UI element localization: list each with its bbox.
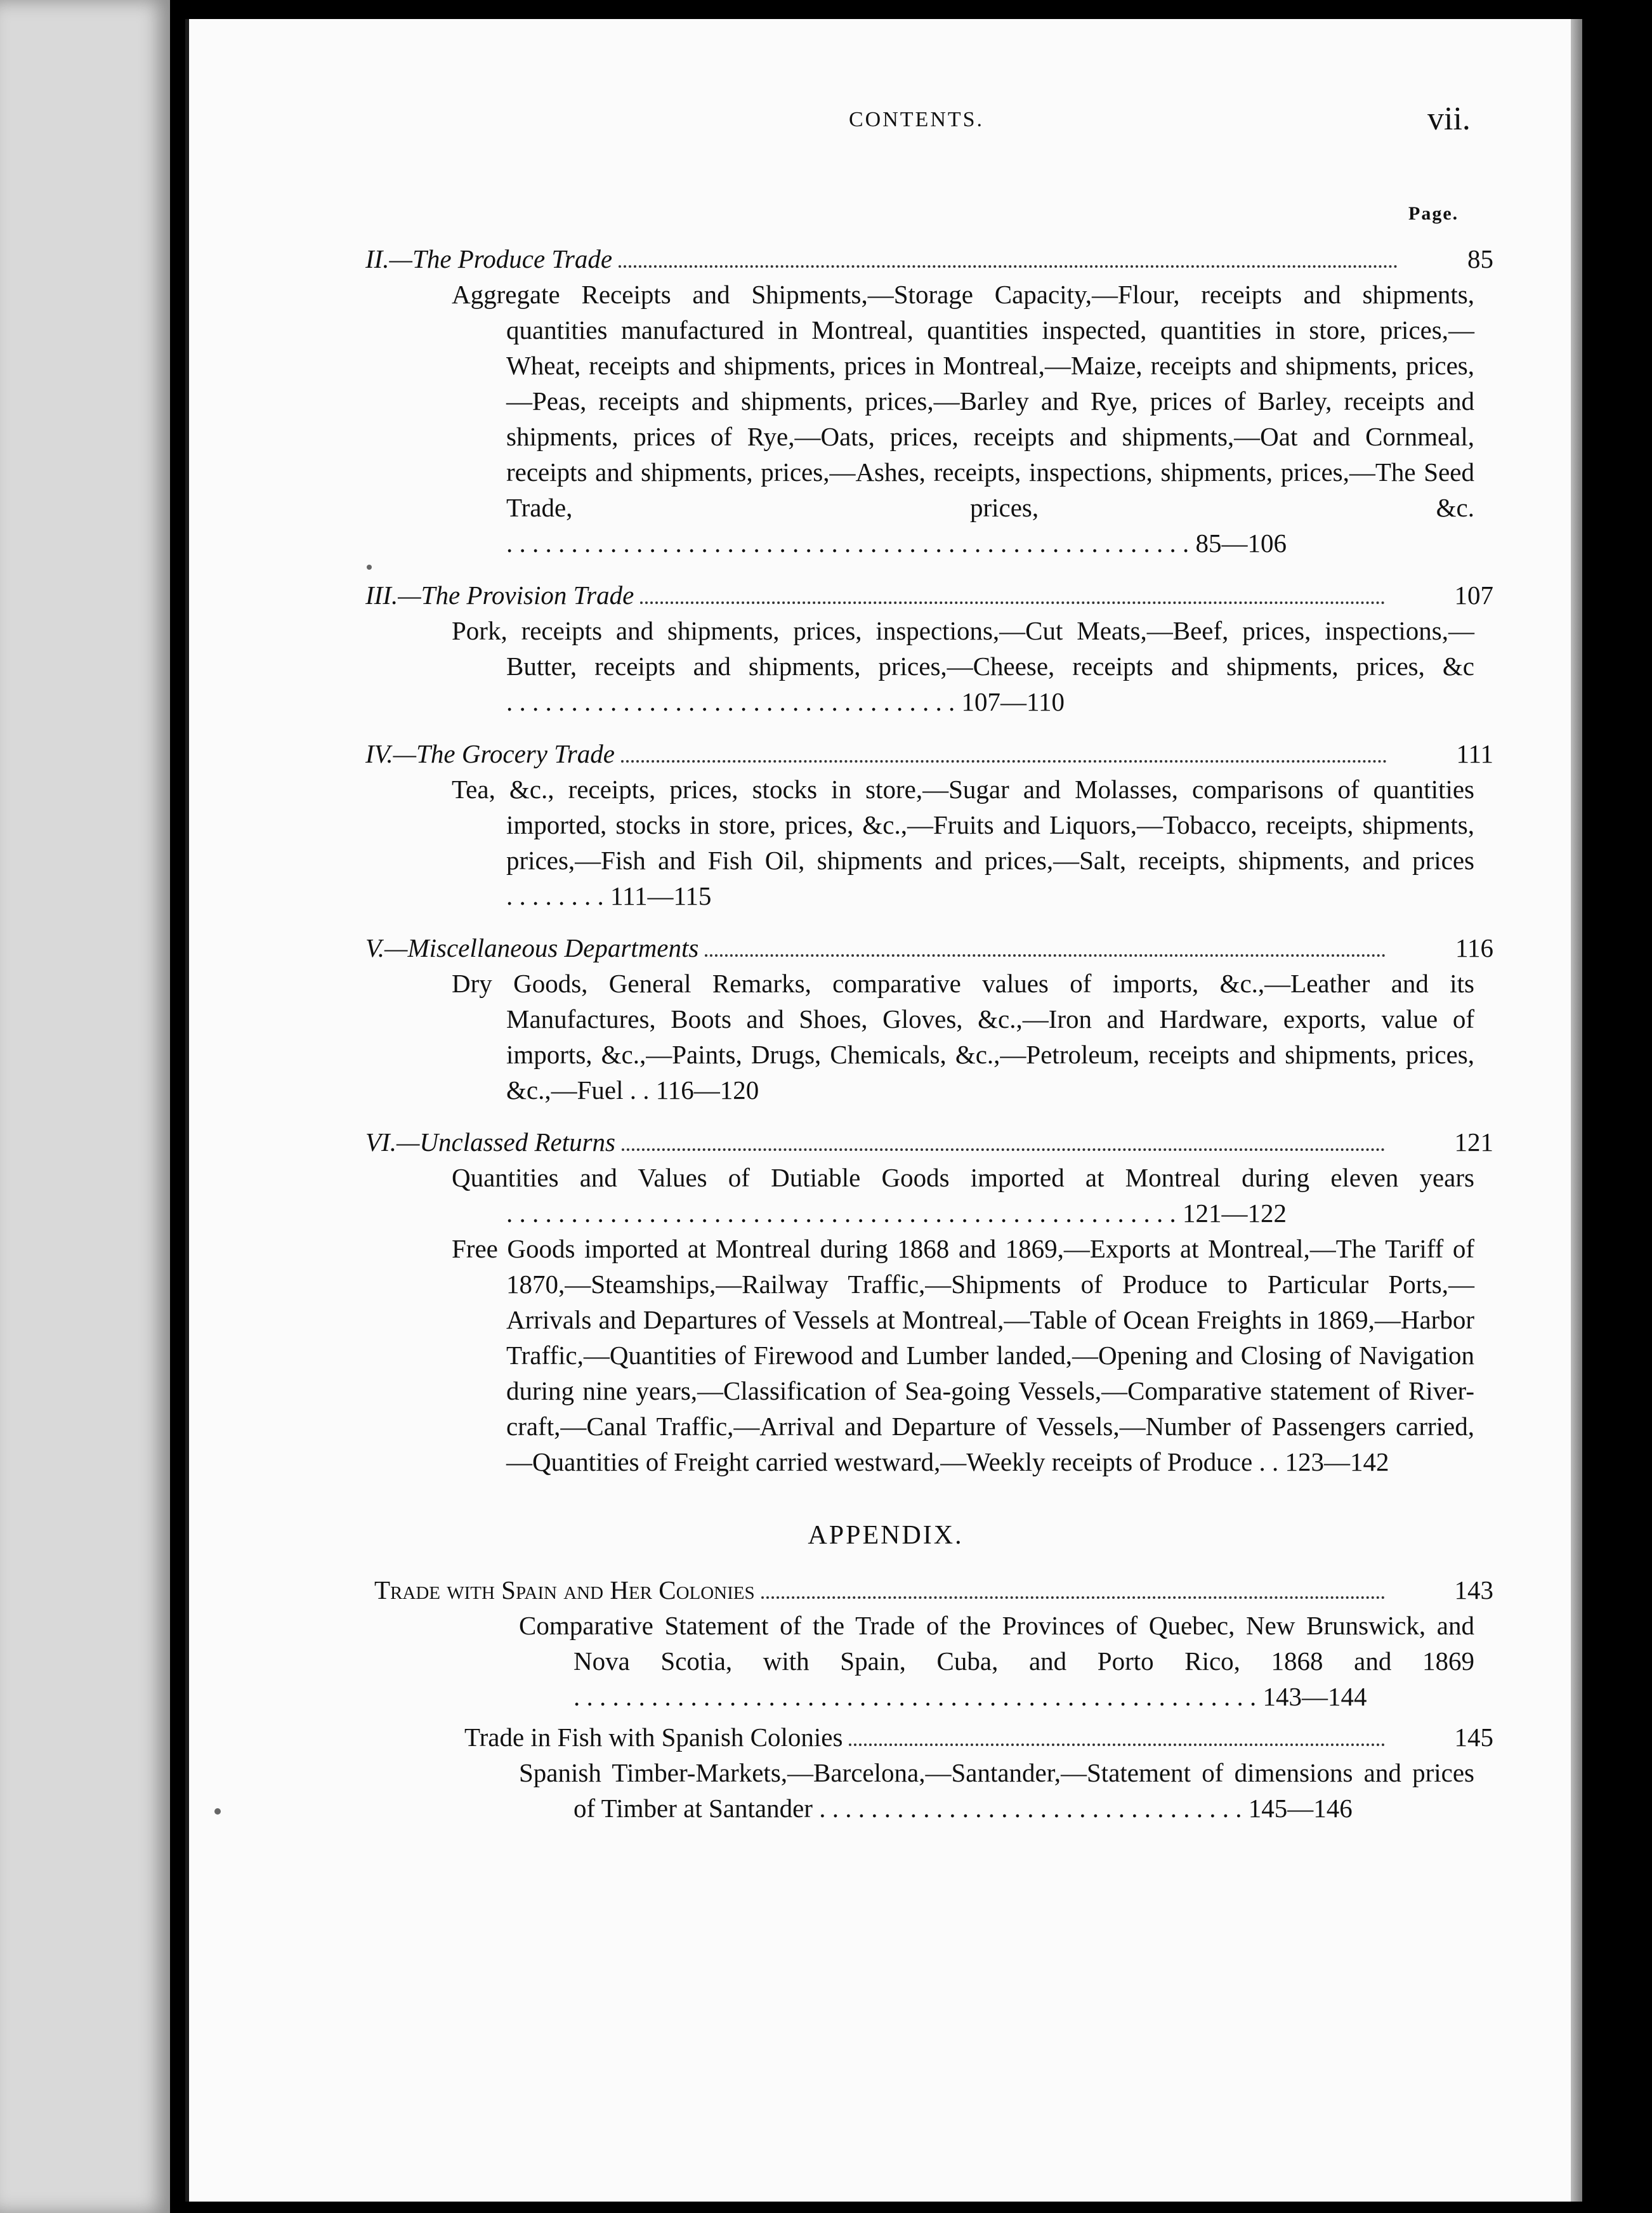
leader-dots	[849, 1743, 1384, 1746]
page-column-label: Page.	[1408, 203, 1459, 224]
description-text: Free Goods imported at Montreal during 1868 and 1869,—Exports at Montreal,—The Tariff of 1870,—Steamships,—Railway Traffic,—Shipments of Produce to Particular Ports,—Arrivals and Departures of Vessels at Montreal,—Table of Ocean Freights in 1869,—Harbor Traffic,—Quantities of Firewood and Lumber landed,—Opening and Closing of Navigation during nine years,—Classification of Sea-going Vessels,—Comparative statement of River-craft,—Canal Traffic,—Arrival and Departure of Vessels,—Number of Passengers carried,—Quantities of Freight carried westward,—Weekly receipts of Produce	[452, 1234, 1474, 1476]
page-range: 145—146	[1248, 1794, 1353, 1823]
section-description: Free Goods imported at Montreal during 1868 and 1869,—Exports at Montreal,—The Tariff of 1870,—Steamships,—Railway Traffic,—Shipments of Produce to Particular Ports,—Arrivals and Departures of Vessels at Montreal,—Table of Ocean Freights in 1869,—Harbor Traffic,—Quantities of Firewood and Lumber landed,—Opening and Closing of Navigation during nine years,—Classification of Sea-going Vessels,—Comparative statement of River-craft,—Canal Traffic,—Arrival and Departure of Vessels,—Number of Passengers carried,—Quantities of Freight carried westward,—Weekly receipts of Produce . . 123—142	[452, 1234, 1474, 1476]
page-range: 111—115	[610, 881, 712, 910]
section-description: Aggregate Receipts and Shipments,—Storage Capacity,—Flour, receipts and shipments, quantities manufactured in Montreal, quantities inspected, quantities in store, prices,—Wheat, receipts and shipments, prices in Montreal,—Maize, receipts and shipments, prices,—Peas, receipts and shipments, prices,—Barley and Rye, prices of Barley, receipts and shipments, prices of Rye,—Oats, prices, receipts and shipments,—Oat and Cornmeal, receipts and shipments, prices,—Ashes, receipts, inspections, shipments, prices,—The Seed Trade, prices, &c. . . . . . . . . . . . . . . . . . . . . . . . . . . . . . . . . . . . . . . . . . . . . . . . . . . . . . 85—106	[452, 280, 1474, 558]
page-range: 85—106	[1195, 529, 1287, 558]
appendix-item	[464, 1719, 1493, 1755]
section-title: II.—The Produce Trade	[365, 244, 613, 273]
section-description: Pork, receipts and shipments, prices, inspections,—Cut Meats,—Beef, prices, inspections,—Butter, receipts and shipments, prices,—Cheese, receipts and shipments, prices, &c . . . . . . . . . . . . . . . . . . . . . . . . . . . . . . . . . . . 107—110	[452, 616, 1474, 716]
section-entry	[189, 1124, 1582, 1480]
section-heading	[365, 577, 1493, 613]
page-range: 121—122	[1183, 1198, 1287, 1228]
page-number: vii.	[1427, 101, 1471, 137]
section-page: 107	[1454, 581, 1493, 610]
section-title: V.—Miscellaneous Departments	[365, 933, 699, 962]
leader-dots	[761, 1596, 1385, 1599]
description-text: Aggregate Receipts and Shipments,—Storage Capacity,—Flour, receipts and shipments, quantities manufactured in Montreal, quantities inspected, quantities in store, prices,—Wheat, receipts and shipments, prices in Montreal,—Maize, receipts and shipments, prices,—Peas, receipts and shipments, prices,—Barley and Rye, prices of Barley, receipts and shipments, prices of Rye,—Oats, prices, receipts and shipments,—Oat and Cornmeal, receipts and shipments, prices,—Ashes, receipts, inspections, shipments, prices,—The Seed Trade, prices, &c.	[452, 280, 1474, 522]
page-range: 116—120	[655, 1075, 759, 1105]
description-text: Dry Goods, General Remarks, comparative values of imports, &c.,—Leather and its Manufactures, Boots and Shoes, Gloves, &c.,—Iron and Hardware, exports, value of imports, &c.,—Paints, Drugs, Chemicals, &c.,—Petroleum, receipts and shipments, prices, &c.,—Fuel	[452, 969, 1474, 1105]
section-page: 111	[1456, 739, 1493, 768]
description-text: Pork, receipts and shipments, prices, inspections,—Cut Meats,—Beef, prices, inspections,—Butter, receipts and shipments, prices,—Cheese, receipts and shipments, prices, &c	[452, 616, 1474, 681]
page-range: 123—142	[1285, 1447, 1389, 1476]
section-page: 116	[1455, 933, 1493, 962]
section-entry	[189, 577, 1582, 719]
contents-list	[189, 241, 1582, 1831]
section-title: VI.—Unclassed Returns	[365, 1127, 616, 1157]
appendix-item: Spanish Timber-Markets,—Barcelona,—Santander,—Statement of dimensions and prices of Timber at Santander . . . . . . . . . . . . . . . . . . . . . . . . . . . . . . . . . 145—146	[519, 1758, 1474, 1823]
appendix-item-text: Comparative Statement of the Trade of the Provinces of Quebec, New Brunswick, and Nova Scotia, with Spain, Cuba, and Porto Rico, 1868 and 1869	[519, 1611, 1474, 1676]
section-entry	[189, 736, 1582, 914]
description-text: Tea, &c., receipts, prices, stocks in store,—Sugar and Molasses, comparisons of quantities imported, stocks in store, prices, &c.,—Fruits and Liquors,—Tobacco, receipts, shipments, prices,—Fish and Fish Oil, shipments and prices,—Salt, receipts, shipments, and prices	[452, 775, 1474, 875]
section-entry	[189, 241, 1582, 561]
section-heading	[365, 241, 1493, 277]
appendix-item-text: Trade in Fish with Spanish Colonies	[464, 1723, 843, 1752]
section-description: Tea, &c., receipts, prices, stocks in store,—Sugar and Molasses, comparisons of quantities imported, stocks in store, prices, &c.,—Fruits and Liquors,—Tobacco, receipts, shipments, prices,—Fish and Fish Oil, shipments and prices,—Salt, receipts, shipments, and prices . . . . . . . . 111—115	[452, 775, 1474, 910]
section-page: 121	[1454, 1127, 1493, 1157]
appendix-title: APPENDIX.	[808, 1521, 964, 1550]
section-page: 85	[1467, 244, 1493, 273]
leader-dots	[619, 265, 1398, 268]
section-title: III.—The Provision Trade	[365, 581, 634, 610]
leader-dots	[705, 954, 1386, 957]
appendix-heading-title: Trade with Spain and Her Colonies	[374, 1575, 755, 1605]
running-head: CONTENTS.	[849, 108, 985, 131]
page-range: 143—144	[1262, 1682, 1367, 1711]
section-description: Quantities and Values of Dutiable Goods imported at Montreal during eleven years . . . . . . . . . . . . . . . . . . . . . . . . . . . . . . . . . . . . . . . . . . . . . . . . . . . . 121—122	[452, 1163, 1474, 1228]
section-heading	[365, 930, 1493, 966]
contents-page	[185, 19, 1582, 2202]
scan-speck	[367, 565, 372, 570]
leader-dots	[621, 760, 1387, 763]
appendix-item: Comparative Statement of the Trade of the Provinces of Quebec, New Brunswick, and Nova Scotia, with Spain, Cuba, and Porto Rico, 1868 and 1869 . . . . . . . . . . . . . . . . . . . . . . . . . . . . . . . . . . . . . . . . . . . . . . . . . . . . . 143—144	[519, 1611, 1474, 1711]
page-range: 107—110	[961, 687, 1065, 716]
section-heading	[365, 1124, 1493, 1160]
appendix-heading	[374, 1572, 1493, 1608]
section-description: Dry Goods, General Remarks, comparative values of imports, &c.,—Leather and its Manufactures, Boots and Shoes, Gloves, &c.,—Iron and Hardware, exports, value of imports, &c.,—Paints, Drugs, Chemicals, &c.,—Petroleum, receipts and shipments, prices, &c.,—Fuel . . 116—120	[452, 969, 1474, 1105]
facing-page-edge	[0, 0, 170, 2213]
section-title: IV.—The Grocery Trade	[365, 739, 615, 768]
leader-dots	[640, 601, 1384, 604]
section-entry	[189, 930, 1582, 1108]
scan-speck	[214, 1808, 221, 1815]
leader-dots	[622, 1148, 1384, 1151]
appendix-heading-page: 143	[1454, 1575, 1493, 1605]
description-text: Quantities and Values of Dutiable Goods imported at Montreal during eleven years	[452, 1163, 1474, 1192]
section-heading	[365, 736, 1493, 772]
page-range: 145	[1454, 1723, 1493, 1752]
appendix-item-text: Spanish Timber-Markets,—Barcelona,—Santander,—Statement of dimensions and prices of Timber at Santander	[519, 1758, 1474, 1823]
